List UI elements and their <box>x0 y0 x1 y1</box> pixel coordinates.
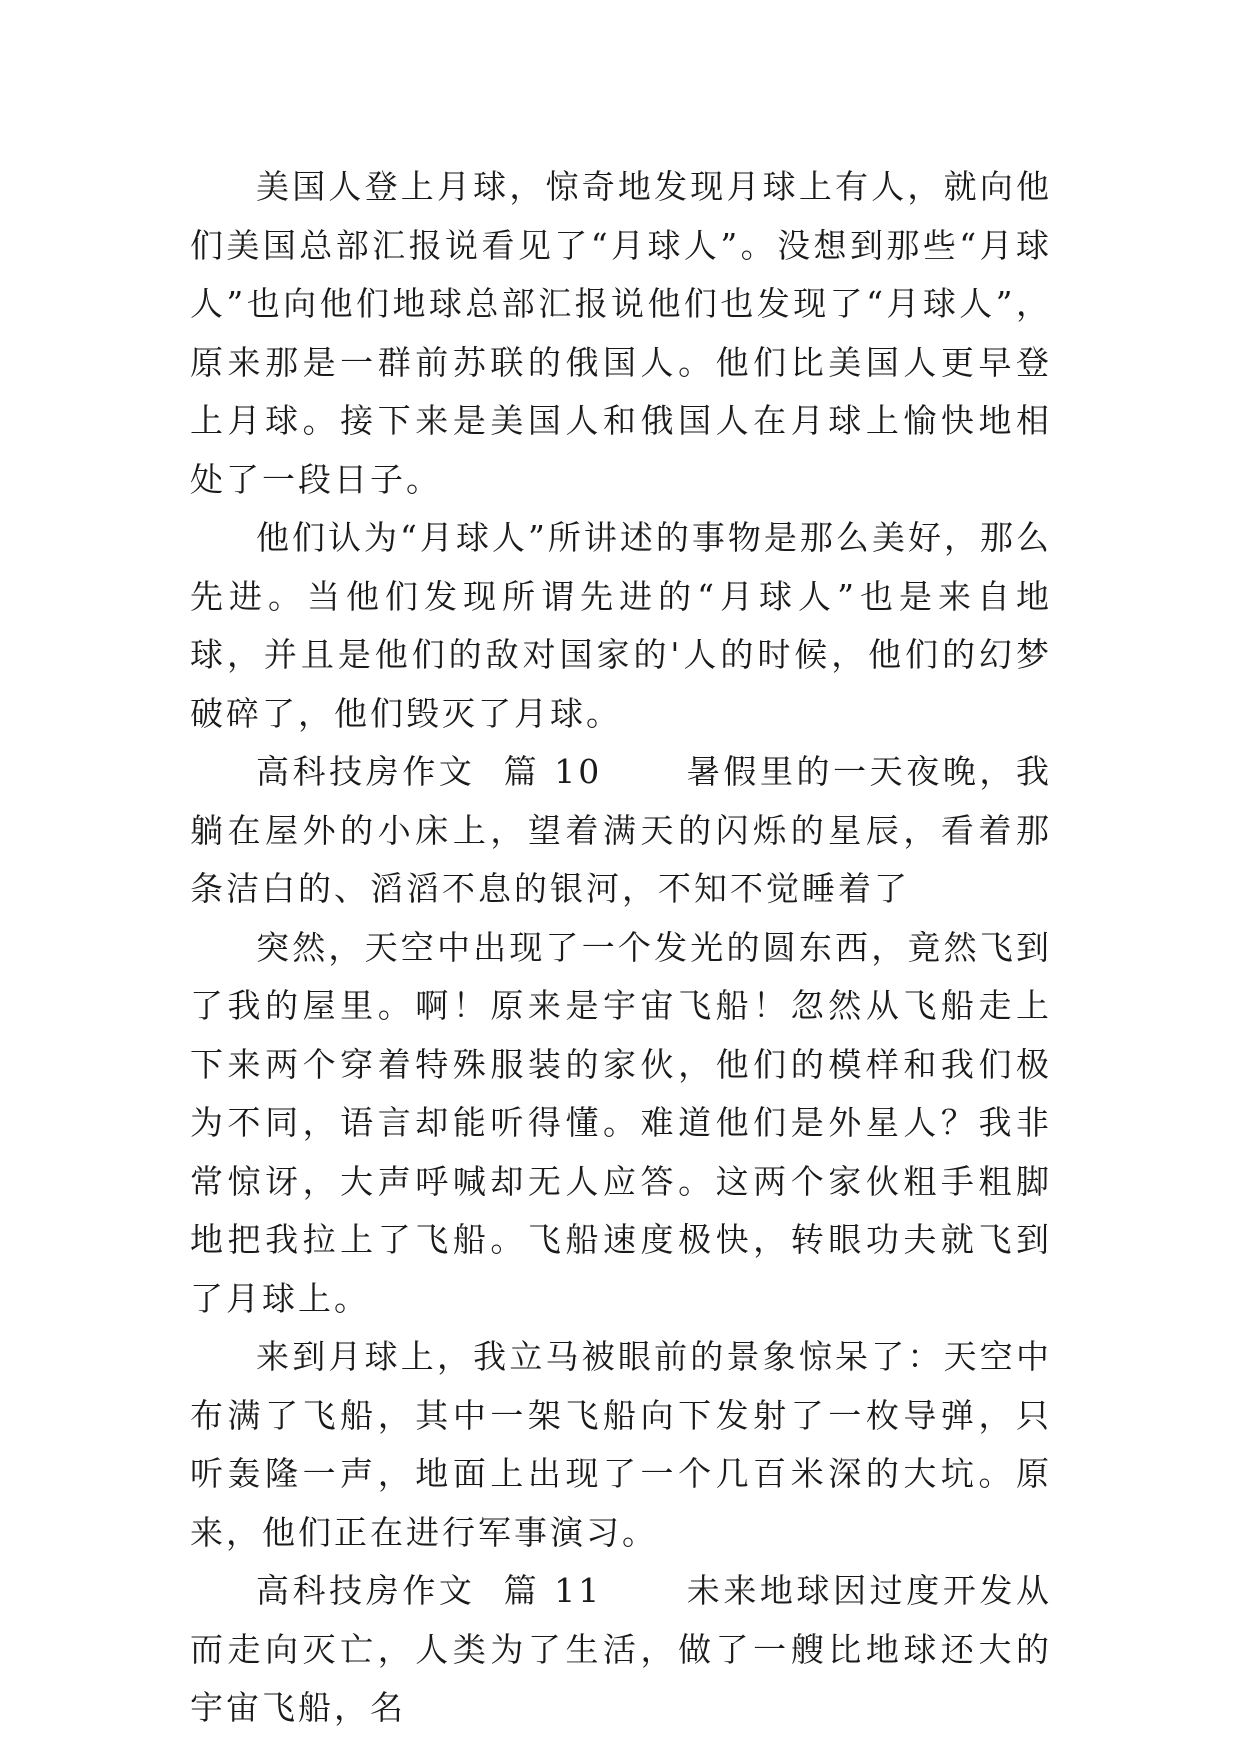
paragraph-text: 美国人登上月球，惊奇地发现月球上有人，就向他们美国总部汇报说看见了“月球人”。没想到那些“月球人”也向他们地球总部汇报说他们也发现了“月球人”，原来那是一群前苏联的俄国人。他们比美国人更早登上月球。接下来是美国人和俄国人在月球上愉快地相处了一段日子。 <box>190 167 1052 499</box>
paragraph-text: 暑假里的一天夜晚，我躺在屋外的小床上，望着满天的闪烁的星辰，看着那条洁白的、滔滔不息的银河，不知不觉睡着了 <box>190 752 1052 908</box>
document-body <box>190 158 1052 1738</box>
paragraph-moon-destroyed <box>190 509 1052 743</box>
paragraph-text: 他们认为“月球人”所讲述的事物是那么美好，那么先进。当他们发现所谓先进的“月球人”也是来自地球，并且是他们的敌对国家的'人的时候，他们的幻梦破碎了，他们毁灭了月球。 <box>190 518 1052 733</box>
paragraph-spaceship-arrives <box>190 919 1052 1329</box>
paragraph-text: 来到月球上，我立马被眼前的景象惊呆了：天空中布满了飞船，其中一架飞船向下发射了一枚导弹，只听轰隆一声，地面上出现了一个几百米深的大坑。原来，他们正在进行军事演习。 <box>190 1337 1052 1552</box>
essay-heading: 高科技房作文 篇 11 <box>256 1571 603 1610</box>
paragraph-text: 未来地球因过度开发从而走向灭亡，人类为了生活，做了一艘比地球还大的宇宙飞船，名 <box>190 1571 1052 1727</box>
paragraph-text: 突然，天空中出现了一个发光的圆东西，竟然飞到了我的屋里。啊！原来是宇宙飞船！忽然从飞船走上下来两个穿着特殊服装的家伙，他们的模样和我们极为不同，语言却能听得懂。难道他们是外星人？我非常惊讶，大声呼喊却无人应答。这两个家伙粗手粗脚地把我拉上了飞船。飞船速度极快，转眼功夫就飞到了月球上。 <box>190 927 1052 1318</box>
paragraph-essay-10 <box>190 743 1052 919</box>
paragraph-essay-11 <box>190 1562 1052 1738</box>
paragraph-moon-people <box>190 158 1052 509</box>
paragraph-military-exercise <box>190 1328 1052 1562</box>
essay-heading: 高科技房作文 篇 10 <box>256 752 603 791</box>
